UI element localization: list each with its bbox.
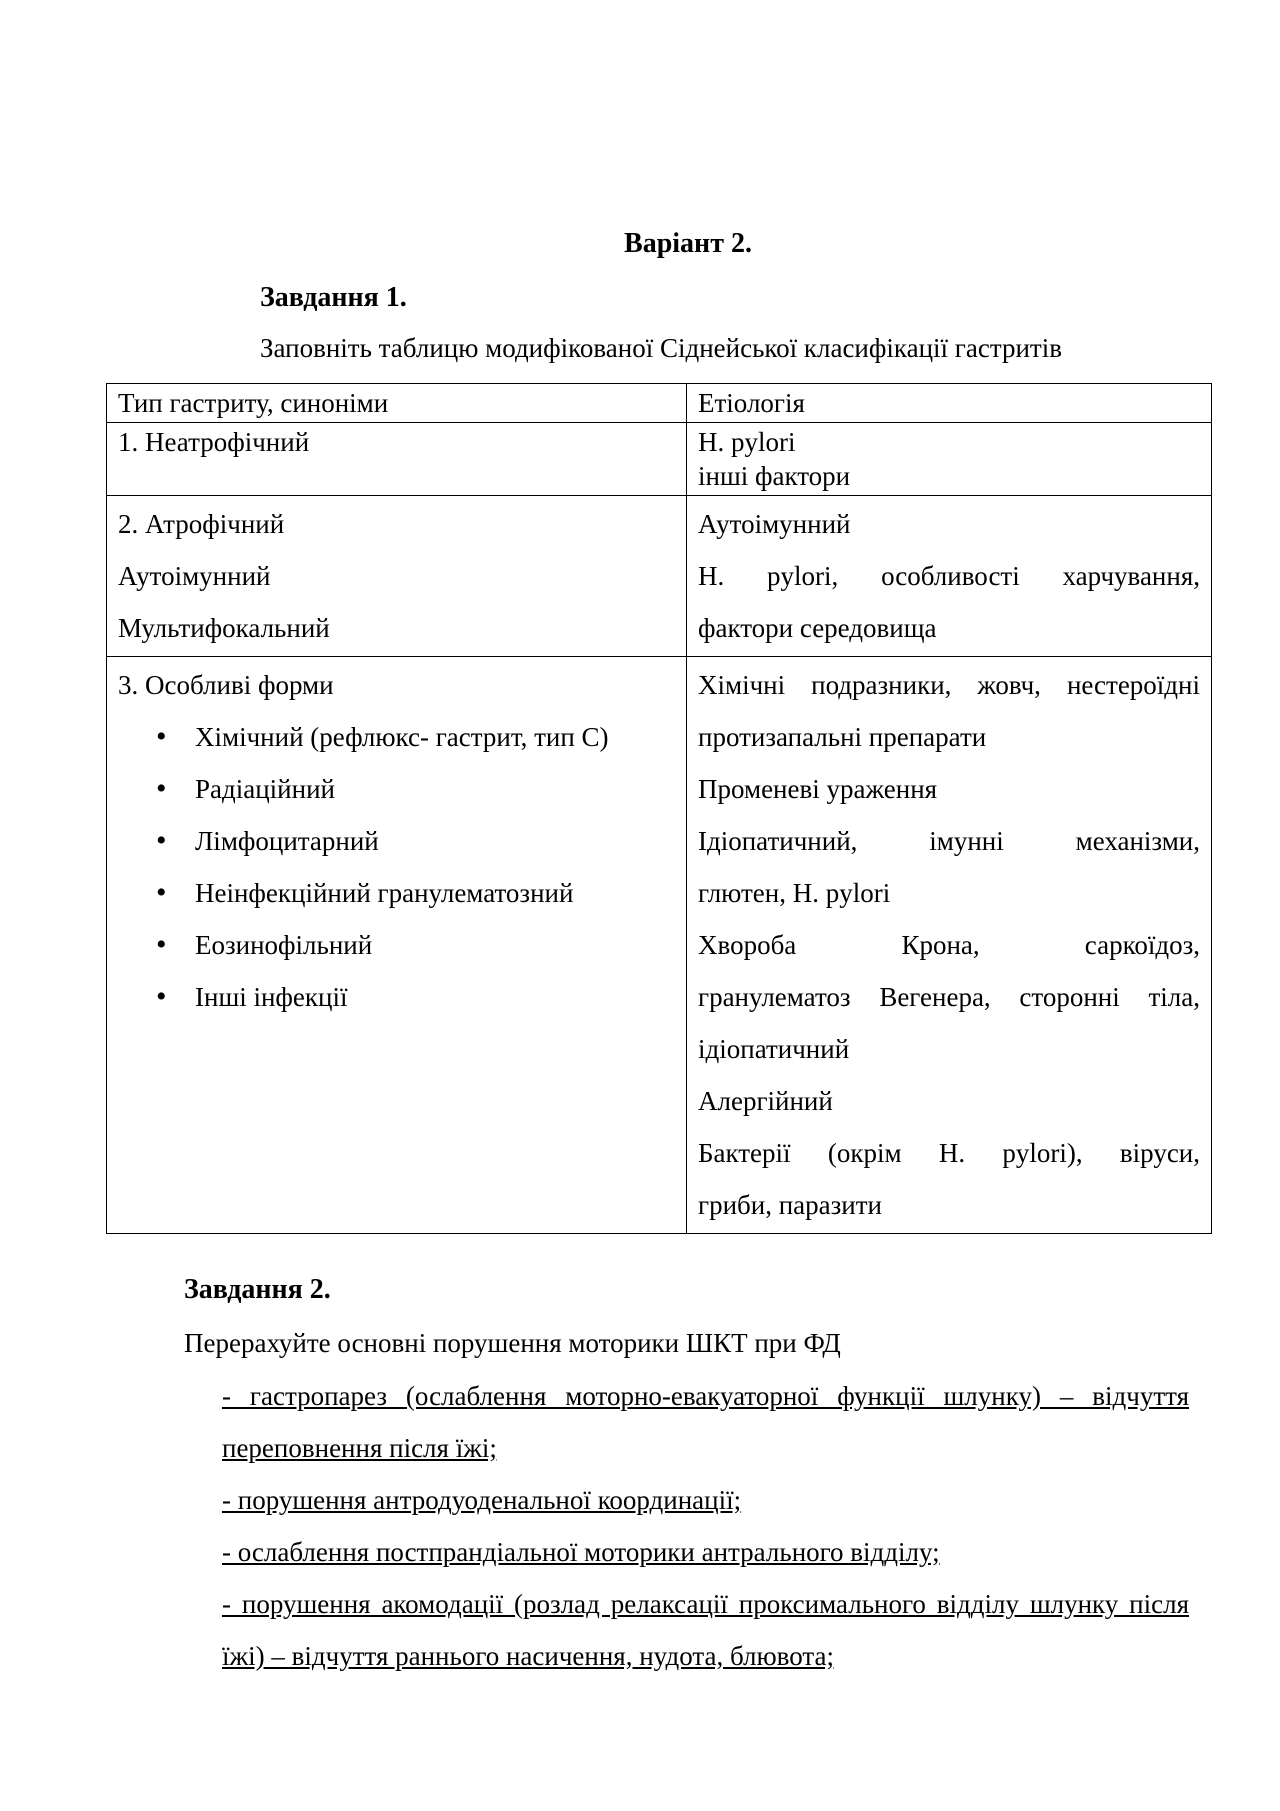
list-item: • Лімфоцитарний [118,815,675,867]
header-etiology: Етіологія [687,384,1212,423]
etiology-line: Хвороба Крона, саркоїдоз, [698,930,1200,960]
etiology-line: Бактерії (окрім H. pylori), віруси, [698,1138,1200,1168]
etiology-line: гриби, паразити [698,1190,882,1220]
type-line: Мультифокальний [118,613,330,643]
list-item: • Хімічний (рефлюкс- гастрит, тип С) [118,711,675,763]
row1-etiology [687,423,1212,496]
list-item: - ослаблення постпрандіальної моторики антрального відділу; [222,1537,940,1567]
task2-title: Завдання 2. [184,1274,331,1305]
row3-etiology [687,657,1212,1234]
task1-instruction: Заповніть таблицю модифікованої Сіднейської класифікації гастритів [260,333,1062,363]
type-line: 2. Атрофічний [118,509,285,539]
table-row [107,496,1212,657]
etiology-line: Аутоімунний [698,509,851,539]
special-forms-list [118,711,675,1023]
task1-title: Завдання 1. [260,282,407,313]
etiology-line: ідіопатичний [698,1034,850,1064]
variant-title: Варіант 2. [624,228,752,259]
table-row [107,657,1212,1234]
type-heading: 3. Особливі форми [118,670,334,700]
etiology-line: Хімічні подразники, жовч, нестероїдні [698,670,1200,700]
etiology-line: Алергійний [698,1086,833,1116]
task2-instruction: Перерахуйте основні порушення моторики ШКТ при ФД [184,1328,841,1358]
gastritis-classification-table [106,383,1212,1234]
etiology-line: протизапальні препарати [698,722,987,752]
etiology-line: глютен, H. pylori [698,878,891,908]
list-item: - гастропарез (ослаблення моторно-евакуаторної функції шлунку) – відчуття переповнення після їжі; [222,1381,1189,1463]
list-item: • Неінфекційний гранулематозний [118,867,675,919]
row3-type [107,657,687,1234]
row1-type [107,423,687,496]
list-item: • Еозинофільний [118,919,675,971]
etiology-line: Ідіопатичний, імунні механізми, [698,826,1200,856]
list-item: • Радіаційний [118,763,675,815]
etiology-line: Променеві ураження [698,774,938,804]
list-item: • Інші інфекції [118,971,675,1023]
etiology-line: H. pylori, особливості харчування, [698,561,1200,591]
row2-type [107,496,687,657]
row1-type-text: 1. Неатрофічний [118,427,310,457]
list-item: - порушення акомодації (розлад релаксації проксимального відділу шлунку після їжі) – відчуття раннього насичення, нудота, блювота; [222,1589,1189,1671]
etiology-line: гранулематоз Вегенера, сторонні тіла, [698,982,1200,1012]
row2-etiology [687,496,1212,657]
etiology-line: фактори середовища [698,613,937,643]
etiology-line: H. pylori [698,427,796,457]
etiology-line: інші фактори [698,461,851,491]
type-line: Аутоімунний [118,561,271,591]
table-row [107,423,1212,496]
list-item: - порушення антродуоденальної координації; [222,1485,742,1515]
motility-disorders-list [222,1370,1189,1682]
header-type: Тип гастриту, синоніми [107,384,687,423]
table-header-row [107,384,1212,423]
